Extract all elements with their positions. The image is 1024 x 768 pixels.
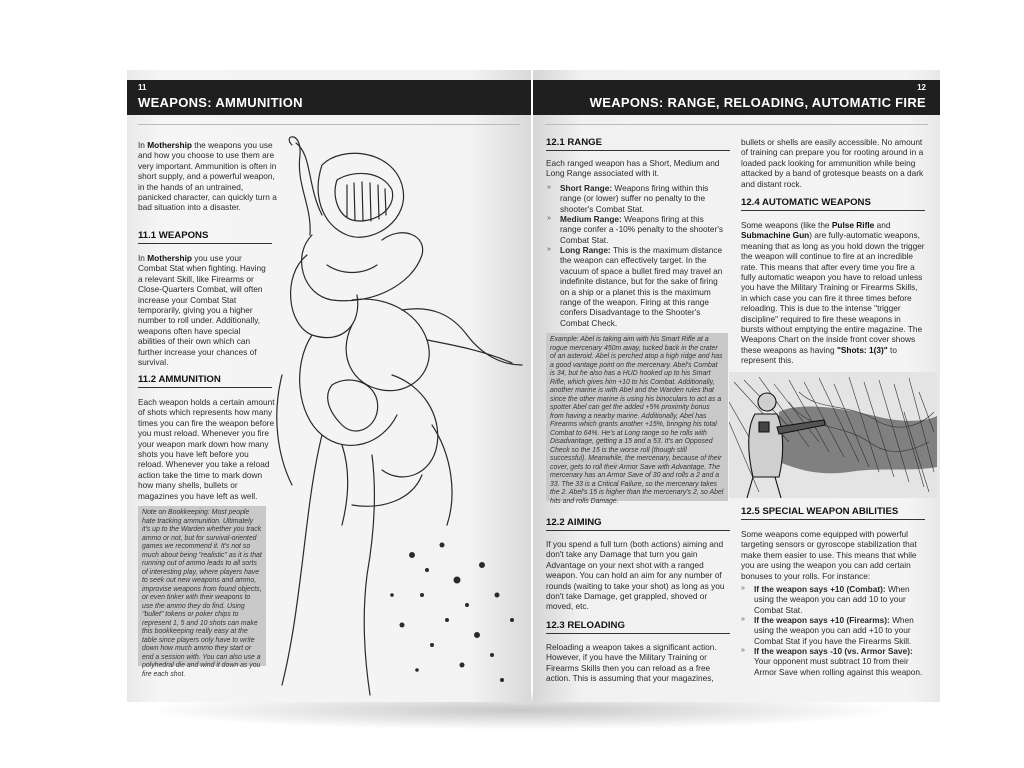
left-page — [127, 70, 531, 702]
astronaut-sketch-illustration — [252, 125, 531, 700]
right-page-header — [533, 80, 940, 115]
left-page-title: WEAPONS: AMMUNITION — [138, 95, 303, 110]
range-item-medium: » Medium Range: Weapons firing at this range confer a -10% penalty to the shooter's Combat Stat. — [547, 214, 724, 245]
section-heading-automatic-weapons: 12.4 AUTOMATIC WEAPONS — [741, 197, 925, 211]
weapons-paragraph: In Mothership you use your Combat Stat when fighting. Having a relevant Skill, like Firearms or Close-Quarters Combat, will often increase your Combat Stat temporarily, giving you a higher number to roll under. Additionally, weapons often have special abilities of their own which can further increase your chances of survival. — [138, 253, 266, 368]
section-heading-range: 12.1 RANGE — [546, 137, 730, 151]
range-intro: Each ranged weapon has a Short, Medium and Long Range associated with it. — [546, 158, 720, 179]
ammunition-paragraph: Each weapon holds a certain amount of shots which represents how many times you can fire the weapon before you must reload. Whenever you fire your weapon mark down how many shots you have left before you reload. Whenever you take a reload action take the time to mark down how many shells, bullets or magazines you have left as well. — [138, 397, 275, 501]
special-item-armor-save: » If the weapon says -10 (vs. Armor Save): Your opponent must subtract 10 from their Armor Save when rolling against this weapon. — [741, 646, 923, 677]
section-heading-special-weapon-abilities: 12.5 SPECIAL WEAPON ABILITIES — [741, 506, 925, 520]
soldier-firing-sketch-illustration — [729, 372, 937, 498]
left-page-number: 11 — [138, 83, 147, 92]
reloading-paragraph: Reloading a weapon takes a significant action. However, if you have the Military Training or Firearms Skills then you can reload as a free action. This is assuming that your magazines, — [546, 642, 717, 684]
right-page-title: WEAPONS: RANGE, RELOADING, AUTOMATIC FIRE — [589, 95, 926, 110]
left-page-header — [127, 80, 531, 115]
special-item-combat: » If the weapon says +10 (Combat): When using the weapon you can add 10 to your Combat Stat. — [741, 584, 910, 615]
range-item-short: » Short Range: Weapons firing within this range (or lower) suffer no penalty to the shooter's Combat Stat. — [547, 183, 709, 214]
special-abilities-intro: Some weapons come equipped with powerful targeting sensors or gyroscope stabilization that make them easier to use. This means that while you are using the weapon you can add certain bonuses to your rolls. For instance: — [741, 529, 917, 581]
section-heading-weapons: 11.1 WEAPONS — [138, 230, 272, 244]
section-heading-ammunition: 11.2 AMMUNITION — [138, 374, 272, 388]
abel-example-box: Example: Abel is taking aim with his Smart Rifle at a rogue mercenary 450m away, tucked back in the crater of an asteroid. Abel is perched atop a high ridge and has a good vantage point on the mercenary. Abel's Combat is 34, but he also has a HUD hooked up to his Smart Rifle, which gives him +10 to his Combat. Additionally, another marine is with Abel and the Warden rules that since the other marine is using his binoculars to act as a spotter Abel can get the added +5% proximity bonus from having a nearby marine. Additionally, Abel has Firearms which grants another +15%, bringing his total Combat to 64%. He's at Long range so he rolls with Disadvantage, getting a 15 and a 53. It's an Opposed Check so the 15 is the worse roll (though still successful). Meanwhile, the mercenary, because of their cover, gets to roll their Armor Save with Advantage. The mercenary has an Armor Save of 30 and rolls a 2 and a 33. The 33 is a Critical Failure, so the mercenary takes the 2. Abel's 15 is higher than the mercenary's 2, so Abel hits and rolls Damage. — [546, 333, 728, 501]
range-item-long: » Long Range: This is the maximum distance the weapon can effectively target. In the vacuum of space a bullet fired may travel an indefinite distance, but for the sake of firing on a ship or a planet this is the maximum range of the weapon. Firing at this range confers Disadvantage to the Shooter's Combat Check. — [547, 245, 723, 328]
automatic-weapons-paragraph: Some weapons (like the Pulse Rifle and Submachine Gun) are fully-automatic weapons, meaning that as long as you hold down the trigger the weapon will continue to fire at an incredible rate. This means that after every time you fire a fully automatic weapon you have to reload unless you have the Military Training or Firearms Skills, in which case you can fire it three times before reloading. This is due to the intense "trigger discipline" required to fire these weapons in bursts without emptying the entire magazine. The Weapons Chart on the inside front cover shows these weapons as having "Shots: 1(3)" to represent this. — [741, 220, 925, 366]
right-page — [533, 70, 940, 702]
right-header-rule — [545, 124, 928, 125]
bookkeeping-note-box: Note on Bookkeeping: Most people hate tracking ammunition. Ultimately it's up to the Warden whether you track ammo or not, but for survival-oriented games we recommend it. It's not so much about being "realistic" as it is that running out of ammo leads to all sorts of interesting play, where players have to seek out new weapons and ammo, improvise weapons from found objects, or even tinker with their weapons to use the ammo they do find. Using "bullet" tokens or poker chips to represent 1, 5 and 10 shots can make this bookkeeping really easy at the table since players only have to write down how much ammo they start or end a session with. You can also use a polyhedral die and wind it down as you fire each shot. — [138, 506, 266, 666]
section-heading-reloading: 12.3 RELOADING — [546, 620, 730, 634]
special-item-firearms: » If the weapon says +10 (Firearms): When using the weapon you can add +10 to your Combat Stat if you have the Firearms Skill. — [741, 615, 914, 646]
aiming-paragraph: If you spend a full turn (both actions) aiming and don't take any Damage that turn you gain Advantage on your next shot with a ranged weapon. You can hold an aim for any number of rounds (waiting to take your shot) as long as you don't take Damage, get grappled, shoved or moved, etc. — [546, 539, 725, 612]
right-page-number: 12 — [917, 83, 926, 92]
section-heading-aiming: 12.2 AIMING — [546, 517, 730, 531]
reloading-continued-paragraph: bullets or shells are easily accessible. No amount of training can prepare you for rooting around in a loaded pack looking for ammunition while being attacked by a band of grotesque beasts on a dark and distant rock. — [741, 137, 924, 189]
left-intro-paragraph: In Mothership the weapons you use and how you choose to use them are very important. Ammunition is often in short supply, and a powerful weapon, in the hands of an untrained, panicked character, can quickly turn a bad situation into a disaster. — [138, 140, 277, 213]
